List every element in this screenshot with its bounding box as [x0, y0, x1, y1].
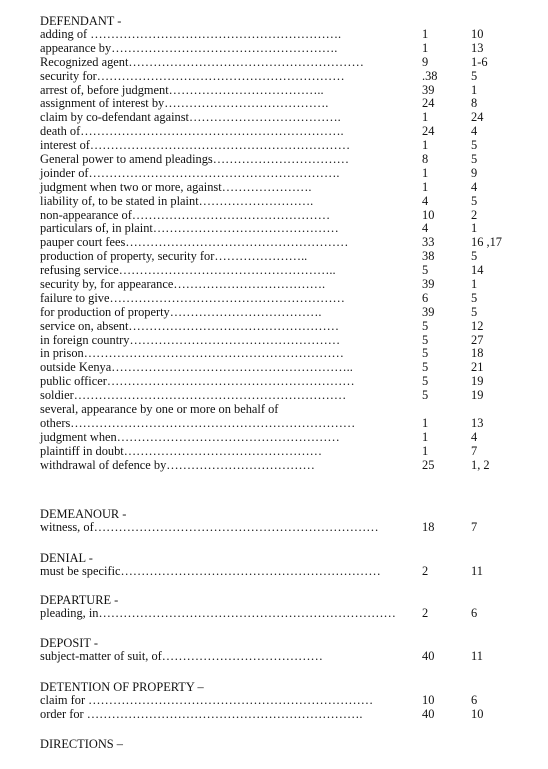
entry-rule-number: 1 — [471, 277, 478, 292]
entry-rule-number: 7 — [471, 520, 478, 534]
index-entry — [40, 607, 520, 621]
entry-order-number: 10 — [422, 207, 435, 222]
index-entry — [40, 236, 520, 250]
entry-order-number: 40 — [422, 649, 435, 663]
index-entry — [40, 403, 520, 417]
entry-order-number: 1 — [422, 27, 429, 41]
entry-text: in foreign country…………………………………………… — [40, 332, 341, 347]
entry-order-number: 1 — [422, 40, 429, 55]
entry-list — [40, 694, 520, 722]
index-entry — [40, 125, 520, 139]
entry-rule-number: 5 — [471, 152, 478, 167]
entry-text: particulars of, in plaint……………………………………… — [40, 221, 339, 236]
entry-rule-number: 1 — [471, 82, 478, 97]
entry-order-number: 40 — [422, 706, 435, 721]
entry-text: subject-matter of suit, of………………………………… — [40, 649, 323, 663]
index-entry — [40, 650, 520, 664]
entry-list — [40, 650, 520, 664]
entry-rule-number: 8 — [471, 96, 478, 111]
entry-rule-number: 6 — [471, 693, 478, 707]
entry-order-number: 25 — [422, 457, 435, 472]
index-entry — [40, 320, 520, 334]
entry-rule-number: 1, 2 — [471, 457, 490, 472]
entry-rule-number: 14 — [471, 263, 484, 278]
entry-order-number: 5 — [422, 388, 429, 403]
entry-order-number: 1 — [422, 429, 429, 444]
entry-order-number: 2 — [422, 564, 429, 578]
entry-text: adding of ……………………………………………………. — [40, 27, 342, 41]
entry-rule-number: 5 — [471, 68, 478, 83]
entry-text: in prison……………………………………………………… — [40, 346, 344, 361]
entry-order-number: 5 — [422, 318, 429, 333]
entry-order-number: 24 — [422, 96, 435, 111]
index-entry — [40, 42, 520, 56]
entry-text: judgment when……………………………………………… — [40, 429, 340, 444]
entry-text: pleading, in……………………………………………………………… — [40, 606, 396, 620]
section-heading: DEPOSIT - — [40, 636, 98, 650]
entry-text: failure to give………………………………………………… — [40, 290, 345, 305]
entry-text: claim for …………………………………………………………… — [40, 693, 374, 707]
index-entry — [40, 708, 520, 722]
entry-rule-number: 10 — [471, 27, 484, 41]
index-entry — [40, 292, 520, 306]
entry-text: production of property, security for………………….. — [40, 249, 308, 264]
section-departure — [40, 594, 520, 621]
entry-list — [40, 28, 520, 473]
entry-order-number: 5 — [422, 263, 429, 278]
entry-order-number: 39 — [422, 82, 435, 97]
entry-order-number: 18 — [422, 520, 435, 534]
entry-order-number: 1 — [422, 443, 429, 458]
entry-rule-number: 24 — [471, 110, 484, 125]
index-entry — [40, 334, 520, 348]
index-entry — [40, 167, 520, 181]
section-heading: DEFENDANT - — [40, 14, 122, 28]
entry-rule-number: 9 — [471, 165, 478, 180]
entry-text: service on, absent…………………………………………… — [40, 318, 340, 333]
entry-rule-number: 11 — [471, 649, 483, 663]
entry-order-number: 9 — [422, 54, 429, 69]
section-demeanour — [40, 508, 520, 535]
index-entry — [40, 70, 520, 84]
entry-text: claim by co-defendant against………………………………. — [40, 110, 341, 125]
entry-order-number: 1 — [422, 179, 429, 194]
entry-text: non-appearance of………………………………………… — [40, 207, 331, 222]
entry-text: outside Kenya………………………………………………….. — [40, 360, 353, 375]
entry-rule-number: 1-6 — [471, 54, 488, 69]
entry-rule-number: 5 — [471, 193, 478, 208]
section-heading: DIRECTIONS – — [40, 737, 123, 751]
section-detention-of-property — [40, 681, 520, 722]
entry-rule-number: 5 — [471, 138, 478, 153]
index-entry — [40, 250, 520, 264]
entry-text: for production of property………………………………. — [40, 304, 322, 319]
entry-rule-number: 16 ,17 — [471, 235, 502, 250]
entry-order-number: 1 — [422, 165, 429, 180]
entry-rule-number: 5 — [471, 290, 478, 305]
entry-rule-number: 21 — [471, 360, 484, 375]
entry-order-number: 38 — [422, 249, 435, 264]
entry-text: judgment when two or more, against…………………. — [40, 179, 312, 194]
entry-order-number: 1 — [422, 110, 429, 125]
entry-text: others…………………………………………………………… — [40, 415, 356, 430]
section-heading: DEMEANOUR - — [40, 507, 127, 521]
entry-text: several, appearance by one or more on behalf of — [40, 402, 279, 417]
entry-order-number: 5 — [422, 374, 429, 389]
entry-order-number: 5 — [422, 360, 429, 375]
entry-order-number: 8 — [422, 152, 429, 167]
entry-rule-number: 4 — [471, 429, 478, 444]
entry-text: soldier………………………………………………………… — [40, 388, 347, 403]
entry-text: assignment of interest by…………………………………. — [40, 96, 329, 111]
index-entry — [40, 28, 520, 42]
entry-order-number: .38 — [422, 68, 438, 83]
index-entry — [40, 195, 520, 209]
index-entry — [40, 389, 520, 403]
index-entry — [40, 521, 520, 535]
entry-rule-number: 10 — [471, 706, 484, 721]
index-entry — [40, 694, 520, 708]
entry-text: must be specific……………………………………………………… — [40, 564, 381, 578]
section-denial — [40, 552, 520, 579]
entry-text: appearance by………………………………………………. — [40, 40, 338, 55]
section-directions — [40, 738, 520, 751]
index-entry — [40, 278, 520, 292]
index-entry — [40, 417, 520, 431]
entry-list — [40, 607, 520, 621]
entry-text: arrest of, before judgment……………………………….. — [40, 82, 324, 97]
entry-text: refusing service…………………………………………….. — [40, 263, 336, 278]
entry-text: interest of……………………………………………………… — [40, 138, 351, 153]
index-entry — [40, 209, 520, 223]
index-entry — [40, 181, 520, 195]
entry-rule-number: 5 — [471, 249, 478, 264]
entry-rule-number: 4 — [471, 179, 478, 194]
entry-order-number: 39 — [422, 304, 435, 319]
entry-text: public officer…………………………………………………… — [40, 374, 355, 389]
entry-text: General power to amend pleadings…………………………… — [40, 152, 350, 167]
section-heading: DETENTION OF PROPERTY – — [40, 680, 204, 694]
entry-text: plaintiff in doubt………………………………………… — [40, 443, 322, 458]
section-defendant — [40, 15, 520, 473]
entry-rule-number: 11 — [471, 564, 483, 578]
index-entry — [40, 347, 520, 361]
entry-rule-number: 18 — [471, 346, 484, 361]
index-entry — [40, 445, 520, 459]
entry-rule-number: 5 — [471, 304, 478, 319]
entry-order-number: 39 — [422, 277, 435, 292]
entry-rule-number: 19 — [471, 374, 484, 389]
entry-list — [40, 521, 520, 535]
entry-text: security by, for appearance………………………………. — [40, 277, 326, 292]
index-entry — [40, 459, 520, 473]
entry-text: pauper court fees……………………………………………… — [40, 235, 349, 250]
entry-rule-number: 13 — [471, 415, 484, 430]
entry-rule-number: 12 — [471, 318, 484, 333]
entry-text: witness, of…………………………………………………………… — [40, 520, 379, 534]
index-entry — [40, 97, 520, 111]
index-entry — [40, 264, 520, 278]
entry-order-number: 33 — [422, 235, 435, 250]
entry-text: withdrawal of defence by……………………………… — [40, 457, 315, 472]
entry-rule-number: 1 — [471, 221, 478, 236]
entry-order-number: 24 — [422, 124, 435, 139]
section-heading: DENIAL - — [40, 551, 93, 565]
entry-rule-number: 4 — [471, 124, 478, 139]
entry-text: joinder of……………………………………………………. — [40, 165, 340, 180]
index-entry — [40, 222, 520, 236]
index-entry — [40, 565, 520, 579]
entry-order-number: 10 — [422, 693, 435, 707]
entry-order-number: 4 — [422, 221, 429, 236]
section-heading: DEPARTURE - — [40, 593, 119, 607]
entry-rule-number: 6 — [471, 606, 478, 620]
index-entry — [40, 153, 520, 167]
entry-text: order for …………………………………………………………. — [40, 706, 363, 721]
entry-order-number: 6 — [422, 290, 429, 305]
entry-text: Recognized agent………………………………………………… — [40, 54, 364, 69]
entry-rule-number: 7 — [471, 443, 478, 458]
entry-order-number: 5 — [422, 346, 429, 361]
entry-text: death of………………………………………………………. — [40, 124, 344, 139]
index-entry — [40, 375, 520, 389]
index-entry — [40, 431, 520, 445]
section-deposit — [40, 637, 520, 664]
entry-rule-number: 13 — [471, 40, 484, 55]
entry-order-number: 4 — [422, 193, 429, 208]
index-entry — [40, 111, 520, 125]
entry-order-number: 5 — [422, 332, 429, 347]
index-entry — [40, 56, 520, 70]
index-entry — [40, 361, 520, 375]
entry-text: liability of, to be stated in plaint………………………. — [40, 193, 314, 208]
entry-order-number: 1 — [422, 415, 429, 430]
entry-rule-number: 2 — [471, 207, 478, 222]
entry-order-number: 1 — [422, 138, 429, 153]
entry-rule-number: 27 — [471, 332, 484, 347]
index-entry — [40, 139, 520, 153]
entry-rule-number: 19 — [471, 388, 484, 403]
index-entry — [40, 306, 520, 320]
entry-text: security for…………………………………………………… — [40, 68, 345, 83]
entry-order-number: 2 — [422, 606, 429, 620]
index-entry — [40, 84, 520, 98]
entry-list — [40, 565, 520, 579]
